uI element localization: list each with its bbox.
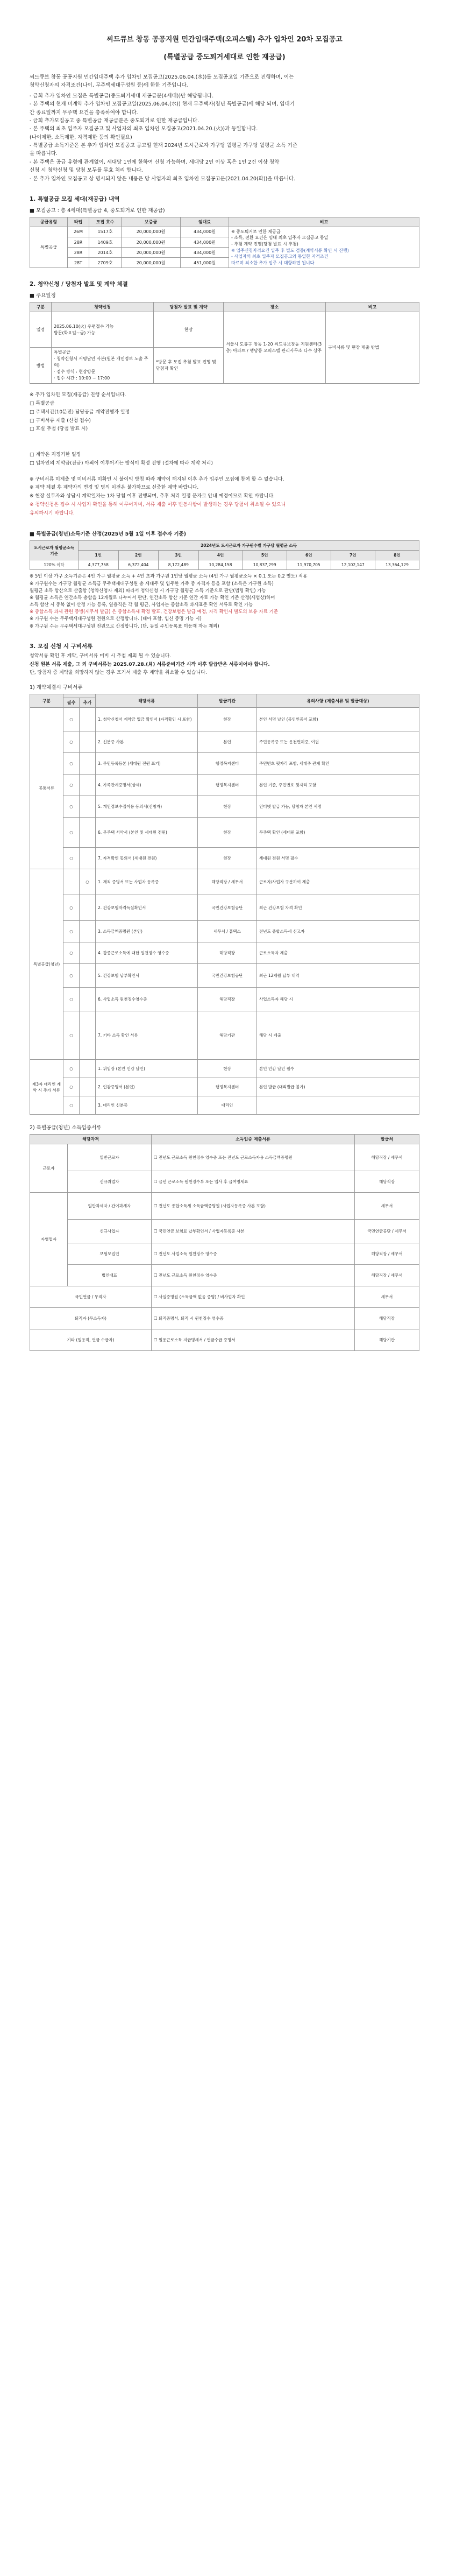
bullet-line: - 금회 추가 입차인 모집은 특별공급(중도퇴거세대 재공급분(4세대))만 해당됩니다. [30, 93, 214, 99]
doc-item: 6. 무주택 서약서 (본인 및 세대원 전원) [96, 818, 198, 848]
table-cell: 20,000,000원 [122, 258, 181, 268]
table-cell: 28R [68, 237, 89, 248]
table-header: 임대료 [181, 217, 229, 227]
bullet-line: - 본 주택은 공급 유형에 관계없이, 세대당 1인에 한하여 신청 가능하며, 세대당 2인 이상 혹은 1인 2건 이상 청약 [30, 159, 280, 165]
doc-remark: 최근 건강보험 자격 확인 [257, 895, 419, 921]
documents-table [30, 694, 419, 1115]
doc-item: 6. 사업소득 원천징수영수증 [96, 988, 198, 1011]
apply-cell [52, 312, 154, 348]
page-title: 씨드큐브 창동 공공지원 민간임대주택(오피스텔) 추가 입차인 20차 모집공고 [106, 36, 343, 44]
table-header: 3인 [159, 551, 199, 560]
spacer [30, 434, 419, 444]
table-header: 해당서류 [96, 694, 198, 708]
subcategory-cell: 퇴직자 (무소득자) [30, 1308, 152, 1329]
table-row [30, 869, 419, 895]
apply-line: 특별공급 [54, 350, 70, 355]
table-row [30, 1220, 419, 1243]
table-header: 당첨자 발표 및 계약 [154, 302, 224, 312]
issuer-cell: 해당직장 / 세무서 [355, 1144, 419, 1171]
issuer-cell: 해당직장 [355, 1308, 419, 1329]
table-row [30, 1078, 419, 1096]
table-row [30, 312, 419, 348]
note-line: ※ 월평균 소득은 연간소득 총합을 12개월로 나누어서 판단, 연간소득 합산 기준 연간 자료 가능 확인 기준 산정(세법상)하며 [30, 595, 275, 601]
issuer-cell: 해당직장 / 세무서 [355, 1243, 419, 1265]
doc-item: 5. 개인정보수집이용 동의서(신청자) [96, 796, 198, 818]
page-subtitle: (특별공급 중도퇴거세대로 인한 재공급) [163, 53, 286, 61]
mark-required: ○ [63, 753, 80, 775]
doc-cell: ☐ 전년도 근로소득 원천징수 영수증 또는 전년도 근로소득자용 소득금액증명원 [151, 1144, 354, 1171]
category-cell: 자영업자 [30, 1193, 68, 1286]
table-cell: 2014호 [89, 248, 122, 258]
mark-optional [80, 1096, 96, 1115]
mark-optional [80, 1011, 96, 1060]
note-line-red: ※ 종합소득 과세 관련 증빙(세무서 발급) 은 종합소득세 확정 발표, 건강보험은 발급 예정, 자격 확인시 별도의 보유 자료 기준 [30, 609, 278, 615]
subcategory-cell: 일반근로자 [68, 1144, 152, 1171]
doc-agency: 현장 [198, 818, 257, 848]
doc-item: 4. 갑종근로소득에 대한 원천징수 영수증 [96, 942, 198, 964]
mark-optional [80, 796, 96, 818]
table-row [30, 731, 419, 753]
table-row [30, 1286, 419, 1308]
doc-remark: 사업소득자 해당 시 [257, 988, 419, 1011]
table-cell: 1409호 [89, 237, 122, 248]
bullet-line: (나이제한, 소득제한, 자격제한 등의 확인필요) [30, 134, 132, 140]
doc-item: 7. 자격확인 동의서 (세대원 전원) [96, 848, 198, 869]
table-cell: 10,284,158 [198, 560, 243, 570]
table-header: 유의사항 (제출서류 및 발급대상) [257, 694, 419, 708]
announce-cell: *방문 후 모집 추첨 발표 진행 및 당첨자 확인 [154, 348, 224, 384]
supply-table [30, 217, 419, 269]
table-header: 발급처 [355, 1135, 419, 1144]
apply-line: · 접수 방식 : 현장방문 [54, 369, 96, 375]
group-label: 공통서류 [30, 708, 63, 869]
income-docs-table [30, 1134, 419, 1351]
doc-remark [257, 1096, 419, 1115]
doc-remark: 세대원 전원 서명 필수 [257, 848, 419, 869]
warning-notes [30, 476, 419, 518]
doc-cell: ☐ 사실증명원 (소득금액 없음 증명) / 비사업자 확인 [151, 1286, 354, 1308]
doc-item: 2. 건강보험자격득실확인서 [96, 895, 198, 921]
table-header [63, 694, 96, 698]
apply-line: · 접수 시간 : 10:00 ~ 17:00 [54, 376, 110, 381]
income-notes [30, 573, 419, 630]
remark-line: ※ 중도퇴거로 인한 재공급 [231, 229, 281, 234]
table-row [30, 753, 419, 775]
table-header: 발급기관 [198, 694, 257, 708]
table-cell: 28T [68, 258, 89, 268]
doc-cell: ☐ 국민연금 보험료 납부확인서 / 사업자등록증 사본 [151, 1220, 354, 1243]
subcategory-cell: 신규취업자 [68, 1171, 152, 1193]
mark-optional [80, 708, 96, 731]
table-header: 2인 [118, 551, 159, 560]
doc-agency: 현장 [198, 1060, 257, 1078]
doc-agency: 해당직장 / 세무서 [198, 869, 257, 895]
income-title: ■ 특별공급(청년)소득기준 산정(2025년 5월 1일 이후 접수자 기준) [30, 531, 187, 538]
mark-required: ○ [63, 1096, 80, 1115]
table-row [30, 988, 419, 1011]
intro-paragraph [30, 73, 419, 90]
notice-bullets [30, 92, 419, 183]
doc-remark: 본인 발급 (대리발급 불가) [257, 1078, 419, 1096]
mark-optional [80, 1078, 96, 1096]
table-row [30, 1144, 419, 1171]
remark-line: - 사업자의 최초 입주자 모집공고와 동일한 자격조건 [231, 254, 329, 259]
doc-remark: 주민번호 뒷자리 포함, 세대주 관계 확인 [257, 753, 419, 775]
table-row [30, 942, 419, 964]
table-header: 비고 [326, 302, 419, 312]
doc-item: 7. 기타 소득 확인 서류 [96, 1011, 198, 1060]
mark-required: ○ [63, 942, 80, 964]
doc-item: 2. 신분증 사본 [96, 731, 198, 753]
note-line: 단, 당첨자 중 계약을 희망하지 않는 경우 포기서 제출 후 계약을 취소할 수 있습니다. [30, 670, 207, 676]
row-label: 일정 [30, 312, 52, 348]
mark-required [63, 869, 80, 895]
section3-sub1: 1) 계약체결시 구비서류 [30, 685, 83, 691]
table-cell: 434,000원 [181, 248, 229, 258]
mark-required: ○ [63, 895, 80, 921]
remark-cell [229, 227, 419, 268]
table-cell: 20,000,000원 [122, 237, 181, 248]
table-header: 해당자격 [30, 1135, 152, 1144]
bullet-line: - 금회 추가모집공고 중 특별공급 재공급분은 중도퇴거로 인한 재공급입니다. [30, 117, 199, 124]
doc-item: 3. 소득금액증명원 (본인) [96, 921, 198, 942]
mark-required: ○ [63, 1011, 80, 1060]
table-header: 추가 [80, 698, 96, 708]
mark-required: ○ [63, 1060, 80, 1078]
doc-remark: 인터넷 발급 가능, 당첨자 본인 서명 [257, 796, 419, 818]
subcategory-cell: 일반과세자 / 간이과세자 [68, 1193, 152, 1220]
mark-optional [80, 942, 96, 964]
group-label: 특별공급(청년) [30, 869, 63, 1060]
row-label: 120% 이하 [30, 560, 79, 570]
doc-item: 3. 주민등록등본 (세대원 전원 표기) [96, 753, 198, 775]
income-table [30, 540, 419, 570]
mark-optional [80, 753, 96, 775]
mark-optional [80, 921, 96, 942]
note-line: ※ 가구원수는 가구당 월평균 소득금 무주택세대구성원 총 세대주 및 입주한 가족 중 자격자 등을 포함 (소득은 가구원 소득) [30, 581, 274, 587]
table-cell: 20,000,000원 [122, 227, 181, 237]
mark-optional [80, 988, 96, 1011]
doc-remark: 전년도 종합소득세 신고자 [257, 921, 419, 942]
row-label: 방법 [30, 348, 52, 384]
table-cell: 6,372,404 [118, 560, 159, 570]
mark-required: ○ [63, 708, 80, 731]
remark-line: ※ 입주신청자격요건 입주 후 별도 검증(계약서류 확인 시 진행) [231, 248, 349, 253]
note-line: □ 계약은 지정기한 일정 [30, 452, 81, 458]
table-header: 구분 [30, 302, 52, 312]
group-label: 제3자 대리인 계약 시 추가 서류 [30, 1060, 63, 1115]
apply-line: 2025.06.10(火) 우편접수 가능 [54, 323, 114, 329]
doc-remark: 주민등록증 또는 운전면허증, 여권 [257, 731, 419, 753]
table-cell: 20,000,000원 [122, 248, 181, 258]
table-header: 6인 [287, 551, 331, 560]
table-header: 청약신청 [52, 302, 154, 312]
table-header: 5인 [243, 551, 287, 560]
table-header: 구분 [30, 694, 63, 708]
table-cell: 451,000원 [181, 258, 229, 268]
process-notes [30, 391, 419, 434]
table-header: 공급유형 [30, 217, 68, 227]
page-end-spacer [30, 1351, 419, 1356]
doc-remark: 본인 기준, 주민번호 뒷자리 포함 [257, 775, 419, 796]
bullet-line: 간 종료일까지 무주택 요건을 충족하여야 합니다. [30, 109, 138, 116]
mark-required: ○ [63, 818, 80, 848]
note-line: ※ 가구원 수는 무주택세대구성원 전원으로 산정합니다. (단, 동일 주민등록표 미등재 자는 제외) [30, 623, 219, 629]
schedule-table [30, 302, 419, 384]
table-row [30, 848, 419, 869]
table-row [30, 1060, 419, 1078]
section3-intro [30, 652, 419, 678]
note-line: ※ 추가 입차인 모집(재공급) 진행 순서입니다. [30, 392, 126, 398]
remark-cell: 구비서류 및 현장 제출 방법 [326, 312, 419, 384]
table-header: 장소 [224, 302, 326, 312]
mark-optional: ○ [80, 869, 96, 895]
issuer-cell: 국민연금공단 / 세무서 [355, 1220, 419, 1243]
doc-item: 5. 건강보험 납부확인서 [96, 964, 198, 988]
table-row [30, 1329, 419, 1351]
bullet-line: - 본 주택의 현재 미계약 추가 입차인 모집공고일(2025.06.04.(水)) 현재 무주택자(청년 특별공급)에 해당 되며, 입대기 [30, 101, 295, 108]
issuer-cell: 해당기관 [355, 1329, 419, 1351]
table-row [30, 964, 419, 988]
issuer-cell: 해당직장 [355, 1171, 419, 1193]
doc-item: 1. 위임장 (본인 인감 날인) [96, 1060, 198, 1078]
note-line: □ 특별공급 [30, 401, 55, 407]
table-cell: 1517호 [89, 227, 122, 237]
bullet-line: - 본 추가 입차인 모집공고 상 명시되지 않은 내용은 당 사업자의 최초 입차인 모집공고문(2021.04.20(화))을 따릅니다. [30, 175, 296, 182]
doc-agency: 행정복지센터 [198, 775, 257, 796]
subcategory-cell: 국민연금 / 무직자 [30, 1286, 152, 1308]
subcategory-cell: 보험모집인 [68, 1243, 152, 1265]
section3-title: 3. 모집 신청 시 구비서류 [30, 643, 93, 650]
mark-optional [80, 1060, 96, 1078]
bullet-line: - 본 주택의 최초 입주자 모집공고 및 사업자의 최초 입차인 모집공고(2021.04.20.(火))과 동일합니다. [30, 126, 258, 132]
table-row [30, 796, 419, 818]
table-cell: 434,000원 [181, 227, 229, 237]
table-header: 4인 [198, 551, 243, 560]
table-cell: 13,364,129 [375, 560, 419, 570]
doc-remark: 무주택 확인 (세대원 포함) [257, 818, 419, 848]
table-row [30, 1096, 419, 1115]
table-row [30, 1308, 419, 1329]
note-line-red: ※ 청약신청은 접수 시 사업자 확인을 통해 이루어지며, 서류 제출 이후 변동사항이 발생하는 경우 당첨이 취소될 수 있으니 [30, 502, 286, 508]
doc-agency: 현장 [198, 708, 257, 731]
doc-agency: 행정복지센터 [198, 753, 257, 775]
apply-cell [52, 348, 154, 384]
bullet-line: 을 따릅니다. [30, 151, 58, 157]
section1-title: 1. 특별공급 모집 세대(재공급) 내역 [30, 195, 120, 202]
table-cell: 434,000원 [181, 237, 229, 248]
section3-sub2: 2) 특별공급(청년) 소득입증서류 [30, 1125, 102, 1131]
issuer-cell: 세무서 [355, 1193, 419, 1220]
mark-required: ○ [63, 988, 80, 1011]
table-cell: 2709호 [89, 258, 122, 268]
table-row [30, 708, 419, 731]
table-header: 보증금 [122, 217, 181, 227]
doc-agency: 행정복지센터 [198, 1078, 257, 1096]
table-row [30, 227, 419, 237]
subcategory-cell: 신규사업자 [68, 1220, 152, 1243]
mark-optional [80, 818, 96, 848]
table-cell: 11,970,705 [287, 560, 331, 570]
doc-agency: 국민건강보험공단 [198, 964, 257, 988]
contract-notes [30, 451, 419, 468]
category-cell: 근로자 [30, 1144, 68, 1193]
doc-agency: 현장 [198, 848, 257, 869]
bullet-line: - 특별공급 소득기준은 본 추가 입차인 모집공고 공고일 현재 2024년 도시근로자 가구당 월평균 가구당 월평균 소득 기준 [30, 143, 298, 149]
bullet-line: 신청 시 청약신청 및 당첨 모두를 무효 처리 합니다. [30, 167, 143, 174]
table-row [30, 775, 419, 796]
table-cell: 8,172,489 [159, 560, 199, 570]
doc-agency: 해당직장 [198, 988, 257, 1011]
issuer-cell: 해당직장 / 세무서 [355, 1265, 419, 1286]
note-line-red: 유의하시기 바랍니다. [30, 510, 75, 516]
section2-subtitle: ■ 주요일정 [30, 293, 56, 299]
subcategory-cell: 법인대표 [68, 1265, 152, 1286]
table-header: 소득입증 제출서류 [151, 1135, 354, 1144]
mark-required: ○ [63, 921, 80, 942]
doc-item: 1. 재직 증명서 또는 사업자 등록증 [96, 869, 198, 895]
table-row [30, 1265, 419, 1286]
table-row [30, 921, 419, 942]
note-line: □ 구비서류 제출 (신청 접수) [30, 418, 91, 424]
mark-optional [80, 848, 96, 869]
note-line: 월평균 소득 합산으로 산출함 (청약신청자 제외) 따라서 청약신청 시 가구당 월평균 소득 기준으로 판단(법령 확인) 가능 [30, 588, 266, 594]
doc-item: 4. 가족관계증명서(상세) [96, 775, 198, 796]
mark-required: ○ [63, 964, 80, 988]
table-header: 도시근로자 월평균소득 기준 [30, 541, 79, 560]
doc-cell: ☐ 일용근로소득 지급명세서 / 연금수급 증명서 [151, 1329, 354, 1351]
note-line: ※ 가구원 수는 무주택세대구성원 전원으로 산정합니다. (태아 포함, 임신 증명 가능 시) [30, 616, 202, 622]
mark-optional [80, 895, 96, 921]
note-line: ※ 계약 체결 후 계약자의 변경 및 명의 이전은 불가하므로 신중한 계약 바랍니다. [30, 485, 199, 491]
table-cell: 10,837,299 [243, 560, 287, 570]
doc-agency: 본인 [198, 731, 257, 753]
mark-optional [80, 731, 96, 753]
place-cell: 서울시 도봉구 창동 1-20 씨드큐브창동 지원센터(3층) 아파트 / 행당동 오피스텔 관리사무소 다수 상주 [224, 312, 326, 384]
table-row [30, 1193, 419, 1220]
announce-cell: 현장 [154, 312, 224, 348]
table-row [30, 895, 419, 921]
note-line: □ 주택시간(10분전) 담당공급 계약진행자 일정 [30, 409, 130, 415]
intro-line: 씨드큐브 창동 공공지원 민간임대주택 추가 입차인 모집공고(2025.06.04.(水))를 모집공고일 기준으로 진행하며, 이는 [30, 74, 294, 80]
doc-agency: 해당기관 [198, 1011, 257, 1060]
table-header: 2024년도 도시근로자 가구원수별 가구당 월평균 소득 [79, 541, 419, 551]
table-header: 모집 호수 [89, 217, 122, 227]
doc-agency: 현장 [198, 796, 257, 818]
doc-cell: ☐ 전년도 종합소득세 소득금액증명원 (사업자등록증 사본 포함) [151, 1193, 354, 1220]
doc-cell: ☐ 금년 근로소득 원천징수부 또는 입사 후 급여명세표 [151, 1171, 354, 1193]
table-row [30, 818, 419, 848]
mark-optional [80, 775, 96, 796]
apply-line: 방문(화요일~금) 가능 [54, 330, 96, 335]
doc-item: 2. 인감증명서 (본인) [96, 1078, 198, 1096]
table-header: 타입 [68, 217, 89, 227]
note-line: ※ 구비서류 미제출 및 미비서류 미확인 시 불이익 방침 따라 계약이 해지된 이후 추가 입주인 모집에 참여 할 수 없습니다. [30, 476, 284, 482]
subcategory-cell: 기타 (일용직, 연금 수급자) [30, 1329, 152, 1351]
group-label: 특별공급 [30, 227, 68, 268]
doc-remark: 본인 서명 날인 (공인인증서 포함) [257, 708, 419, 731]
table-cell: 4,377,758 [79, 560, 119, 570]
note-line: ※ 5인 이상 가구 소득기준은 4인 가구 월평균 소득 + 4인 초과 가구원 1인당 월평균 소득 (4인 가구 월평균소득 × 0.1 또는 0.2 별도) 적용 [30, 574, 308, 580]
doc-agency: 국민건강보험공단 [198, 895, 257, 921]
mark-required: ○ [63, 848, 80, 869]
doc-remark: 본인 인감 날인 필수 [257, 1060, 419, 1078]
mark-optional [80, 964, 96, 988]
notice-page [0, 33, 449, 2576]
remark-line: - 소득, 전환 요건은 임대 최초 입주자 모집공고 동일 [231, 235, 329, 241]
doc-remark: 해당 시 제출 [257, 1011, 419, 1060]
note-line: 소득 합산 시 중복 없이 산정 가능 등록, 일용직은 각 월 평균, 사업자는 종합소득 과세표준 확인 서류로 확인 가능 [30, 602, 253, 608]
table-header: 1인 [79, 551, 119, 560]
table-header: 필수 [63, 698, 80, 708]
doc-item: 3. 대리인 신분증 [96, 1096, 198, 1115]
doc-cell: ☐ 전년도 사업소득 원천징수 영수증 [151, 1243, 354, 1265]
note-line: □ 입차인의 계약금(잔금) 아뢰어 이루어지는 방식이 확정 진행 (절차에 따라 계약 처리) [30, 460, 213, 466]
table-header: 8인 [375, 551, 419, 560]
remark-line: - 추첨 계약 진행(당첨 발표 시 추첨) [231, 242, 298, 247]
note-line: 청약서류 확인 후 계약, 구비서류 미비 시 추첨 제외 될 수 있습니다. [30, 653, 172, 659]
note-line: ※ 현장 실무자와 상담시 계약일자는 1차 당첨 이후 진행되며, 추후 처리 일정 문자로 안내 예정이므로 확인 바랍니다. [30, 494, 275, 499]
table-row [30, 1011, 419, 1060]
table-row [30, 560, 419, 570]
issuer-cell: 세무서 [355, 1286, 419, 1308]
table-header: 7인 [331, 551, 375, 560]
mark-required: ○ [63, 775, 80, 796]
note-line: 신청 원본 서류 제출, 그 외 구비서류는 2025.07.28.(月) 서류준비기간 시작 이후 발급받은 서류이어야 합니다. [30, 661, 270, 667]
remark-line: 따르며 최소한 추가 입주 시 대항하면 됩니다 [231, 260, 315, 265]
mark-required: ○ [63, 796, 80, 818]
intro-line: 청약신청자의 자격조건(나이, 무주택세대구성원 등)에 한한 기준입니다. [30, 82, 188, 89]
table-row [30, 1243, 419, 1265]
doc-item: 1. 청약신청서 계약금 입금 확인서 (자격확인 시 포함) [96, 708, 198, 731]
table-header: 비고 [229, 217, 419, 227]
table-cell: 12,102,147 [331, 560, 375, 570]
apply-line: · 청약신청서 서명날인 사본(원본 개인정보 노출 주의) [54, 356, 148, 368]
doc-agency: 세무서 / 홈택스 [198, 921, 257, 942]
doc-agency: 해당직장 [198, 942, 257, 964]
doc-remark: 근로자/사업자 구분하여 제출 [257, 869, 419, 895]
doc-cell: ☐ 퇴직증명서, 퇴직 시 원천징수 영수증 [151, 1308, 354, 1329]
section2-title: 2. 청약신청 / 당첨자 발표 및 계약 체결 [30, 281, 128, 288]
doc-remark: 근로소득자 제출 [257, 942, 419, 964]
section1-subtitle: ■ 모집공고 : 총 4세대(특별공급 4, 중도퇴거로 인한 재공급) [30, 207, 165, 214]
doc-cell: ☐ 전년도 근로소득 원천징수 영수증 [151, 1265, 354, 1286]
mark-required: ○ [63, 1078, 80, 1096]
doc-remark: 최근 12개월 납부 내역 [257, 964, 419, 988]
table-cell: 26M [68, 227, 89, 237]
table-cell: 28R [68, 248, 89, 258]
doc-agency: 대리인 [198, 1096, 257, 1115]
table-row [30, 1171, 419, 1193]
note-line: □ 호실 추첨 (당첨 발표 시) [30, 426, 88, 432]
mark-required: ○ [63, 731, 80, 753]
